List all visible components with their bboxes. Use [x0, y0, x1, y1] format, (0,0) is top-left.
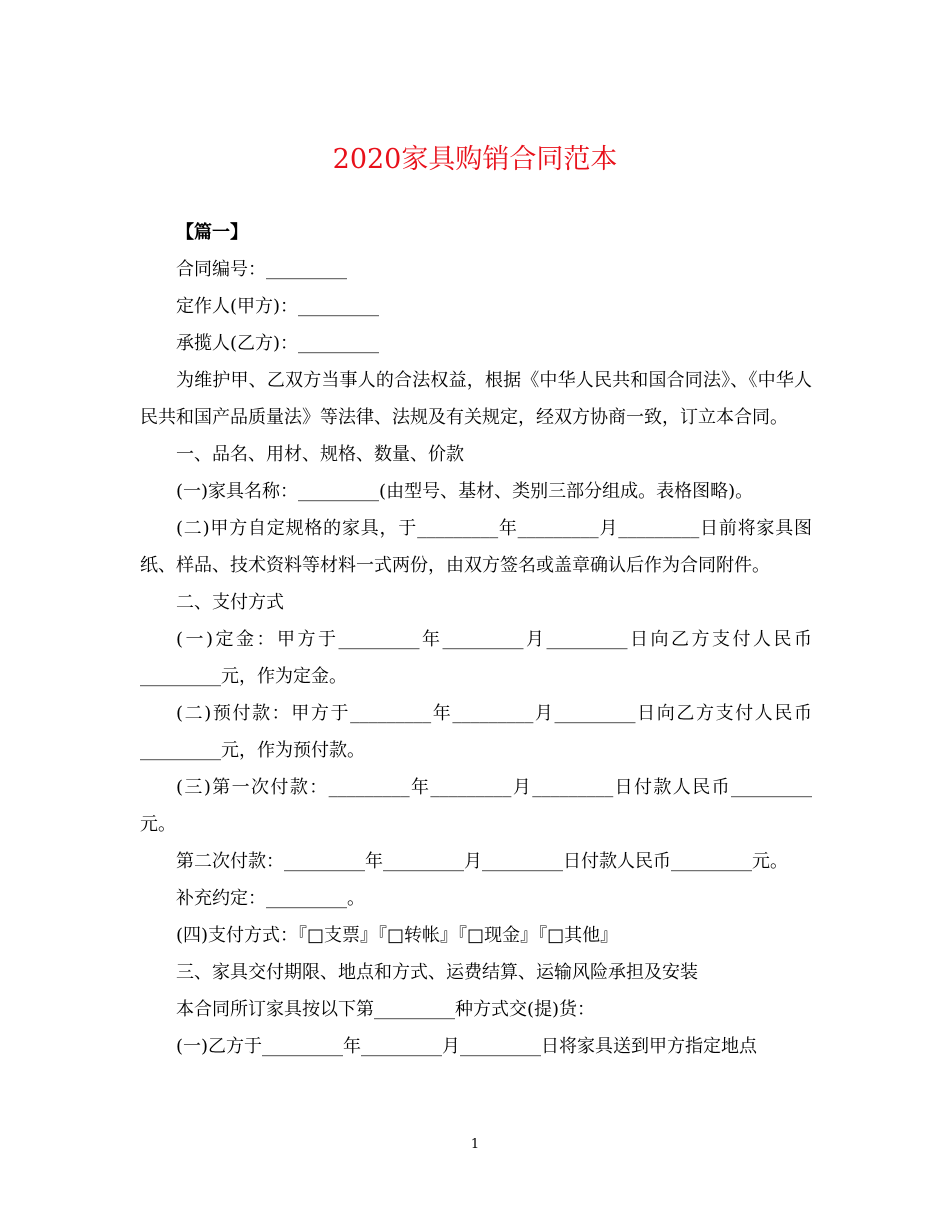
clause-heading-2: 二、支付方式 — [176, 592, 284, 613]
contract-number-line: 合同编号：_________ — [176, 259, 347, 280]
clause-heading-3: 三、家具交付期限、地点和方式、运费结算、运输风险承担及安装 — [176, 962, 698, 983]
clause-3-item-1: (一)乙方于_________年_________月_________日将家具送到甲方指定地点 — [176, 1036, 758, 1057]
document-title: 2020家具购销合同范本 — [332, 144, 618, 175]
clause-2-deposit: (一)定金：甲方于_________年_________月_________日向乙方支付人民币_________元，作为定金。 — [140, 629, 812, 687]
page-number: 1 — [470, 1137, 480, 1152]
preamble-paragraph: 为维护甲、乙双方当事人的合法权益，根据《中华人民共和国合同法》、《中华人民共和国产品质量法》等法律、法规及有关规定，经双方协商一致，订立本合同。 — [140, 370, 812, 428]
document-body — [140, 214, 812, 1065]
section-heading-part-one: 【篇一】 — [176, 222, 248, 243]
clause-2-payment-method: (四)支付方式：『□支票』『□转帐』『□现金』『□其他』 — [176, 925, 619, 946]
party-b-line: 承揽人(乙方)：_________ — [176, 333, 380, 354]
clause-3-delivery-option: 本合同所订家具按以下第_________种方式交(提)货： — [176, 999, 596, 1020]
party-a-line: 定作人(甲方)：_________ — [176, 296, 380, 317]
clause-2-first-payment: (三)第一次付款：_________年_________月_________日付款人民币_________元。 — [140, 777, 812, 835]
clause-1-item-1: (一)家具名称：_________(由型号、基材、类别三部分组成。表格图略)。 — [176, 481, 754, 502]
clause-2-second-payment: 第二次付款：_________年_________月_________日付款人民币_________元。 — [176, 851, 788, 872]
clause-1-item-2: (二)甲方自定规格的家具，于_________年_________月_________日前将家具图纸、样品、技术资料等材料一式两份，由双方签名或盖章确认后作为合同附件。 — [140, 518, 812, 576]
clause-heading-1: 一、品名、用材、规格、数量、价款 — [176, 444, 464, 465]
clause-2-prepayment: (二)预付款：甲方于_________年_________月_________日向乙方支付人民币_________元，作为预付款。 — [140, 703, 812, 761]
clause-2-supplement: 补充约定：_________。 — [176, 888, 365, 909]
